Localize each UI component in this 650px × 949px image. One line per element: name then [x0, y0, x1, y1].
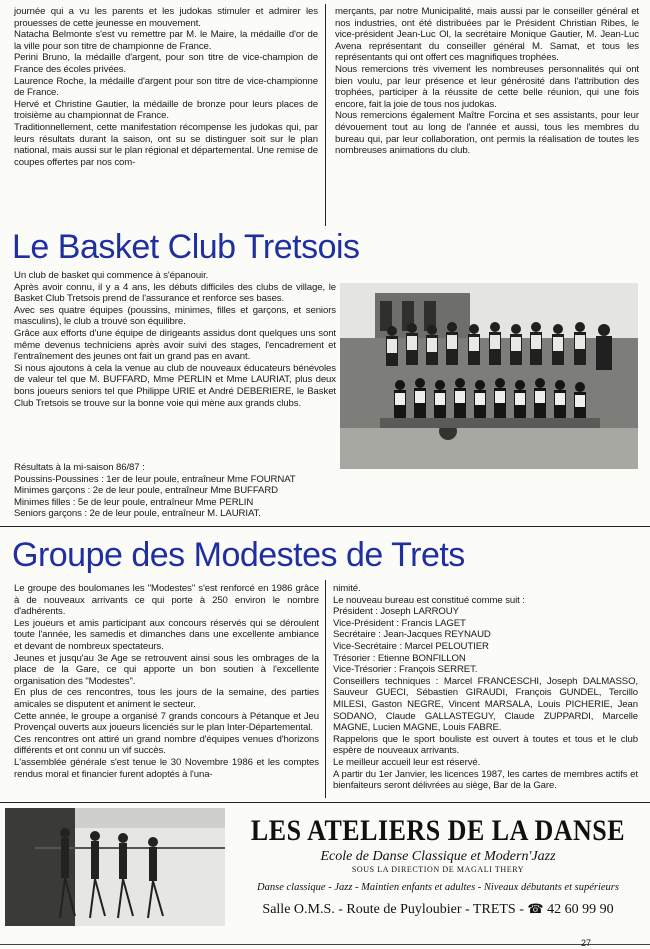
footer-rule — [0, 944, 650, 945]
paragraph: Avec ses quatre équipes (poussins, minimes, filles et garçons, et seniors masculins), le club a trouvé son équilibre. — [14, 304, 336, 328]
ad-direction: SOUS LA DIRECTION DE MAGALI THERY — [351, 865, 525, 874]
modestes-heading: Groupe des Modestes de Trets — [12, 536, 465, 574]
paragraph: Nous remercions également Maître Forcina et ses assistants, pour leur dévouement tout au long de l'année et aussi, tous les membres du bureau qui, par leur collaboration, ont permis la réalisation de toutes les nombreuses animations du club. — [335, 110, 639, 157]
ad-phone: 42 60 99 90 — [547, 902, 614, 917]
paragraph: Grâce aux efforts d'une équipe de dirigeants assidus dont quelques uns sont même devenus techniciens après avoir suivi des stages, l'encadrement et l'entraînement des jeunes ont fait un grand pas en avant. — [14, 327, 336, 363]
telephone-icon: ☎ — [527, 901, 544, 916]
paragraph: Traditionnellement, cette manifestation récompense les judokas qui, par leurs résultats durant la saison, ont su se distinguer soit sur le plan national, mais aussi sur le plan régional et départemental. Une remise de coupes offertes par nos com- — [14, 121, 318, 168]
paragraph: Un club de basket qui commence à s'épanouir. — [14, 270, 209, 281]
paragraph: Le meilleur accueil leur est réservé. — [333, 756, 481, 768]
modestes-article-left — [14, 583, 319, 780]
paragraph: Cette année, le groupe a organisé 7 grands concours à Pétanque et Jeu Provençal ouverts aux joueurs licenciés sur le plan Inter-Départemental. — [14, 710, 319, 734]
modestes-article-right — [333, 583, 638, 792]
ad-courses: Danse classique - Jazz - Maintien enfants et adultes - Niveaux débutants et supérieurs — [257, 882, 619, 893]
paragraph: nimité. — [333, 583, 361, 594]
dance-school-advertisement — [232, 812, 644, 928]
team-photo-drawing — [340, 283, 638, 469]
paragraph: merçants, par notre Municipalité, mais aussi par le conseiller général et nos industries, ont été distribuées par le Président Christian Ribes, le vice-président Jean-Luc Ol, la secrétaire Monique Gautier, M. Jean-Luc Avena représentant du conseiller général M. Samat, et tous les représentants qui ont offert ces magnifiques trophées. — [335, 6, 639, 64]
ad-title: LES ATELIERS DE LA DANSE — [250, 813, 626, 848]
paragraph: Nous remercions très vivement les nombreuses personnalités qui ont bien voulu, par leur présence et leur générosité dans l'attribution des trophées, participer à la réussite de cette belle réunion, qui une fois encore, fait la joie de tous nos judokas. — [335, 63, 639, 110]
board-line: Vice-Secrétaire : Marcel PELOUTIER — [333, 640, 489, 652]
paragraph: journée qui a vu les parents et les judokas stimuler et admirer les prouesses de cette jeunesse en mouvement. — [14, 6, 318, 29]
paragraph: Rappelons que le sport bouliste est ouvert à toutes et tous et le club espère de nouveaux arrivants. — [333, 733, 638, 757]
result-line: Minimes garçons : 2e de leur poule, entraîneur Mme BUFFARD — [14, 485, 279, 497]
paragraph: En plus de ces rencontres, tous les jours de la semaine, des parties amicales se disputent et animent le secteur. — [14, 687, 319, 710]
board-line: Président : Joseph LARROUY — [333, 606, 459, 618]
column-divider — [325, 4, 326, 226]
paragraph: Natacha Belmonte s'est vu remettre par M. le Maire, la médaille d'or de la ville pour son titre de championne de France. — [14, 29, 318, 52]
results-heading: Résultats à la mi-saison 86/87 : — [14, 462, 145, 473]
paragraph: Le nouveau bureau est constitué comme suit : — [333, 594, 525, 606]
board-line: Trésorier : Etienne BONFILLON — [333, 652, 466, 664]
page-number: 27 — [581, 938, 592, 948]
basketball-team-photo — [340, 283, 638, 469]
section-divider — [0, 526, 650, 527]
ad-subtitle: Ecole de Danse Classique et Modern'Jazz — [320, 849, 556, 864]
paragraph: Hervé et Christine Gautier, la médaille de bronze pour leurs places de troisième au championnat de France. — [14, 98, 318, 122]
board-line: Vice-Trésorier : François SERRET. — [333, 664, 478, 676]
paragraph: Jeunes et jusqu'au 3e Age se retrouvent ainsi sous les ombrages de la place de la Gare, ce qui apporte un bon soutien à l'excellente organisation des "Modestes". — [14, 652, 319, 687]
board-line: Secrétaire : Jean-Jacques REYNAUD — [333, 629, 491, 641]
result-line: Minimes filles : 5e de leur poule, entraîneur Mme PERLIN — [14, 496, 254, 508]
basket-article — [14, 270, 336, 409]
ad-address-line — [232, 901, 644, 918]
judo-article-continued-right — [335, 6, 639, 157]
column-divider — [325, 580, 326, 798]
section-divider — [0, 802, 650, 803]
paragraph: Les joueurs et amis participant aux concours réservés qui se déroulent toute l'année, les samedis et dimanches dans une excellente ambiance et devant de nombreux spectateurs. — [14, 617, 319, 652]
basket-heading: Le Basket Club Tretsois — [12, 228, 360, 266]
paragraph: Si nous ajoutons à cela la venue au club de nouveaux éducateurs bénévoles de valeur tel que M. BUFFARD, Mme PERLIN et Mme LAURIAT, plus deux bons joueurs seniors tel que Philippe URIE et André DEBERIERE, le Basket Club Tretsois se trouve sur la bonne voie qui mène aux grands clubs. — [14, 362, 336, 409]
result-line: Seniors garçons : 2e de leur poule, entraîneur M. LAURIAT. — [14, 508, 261, 520]
ad-address: Salle O.M.S. - Route de Puyloubier - TRETS - — [262, 902, 524, 917]
paragraph: A partir du 1er Janvier, les licences 1987, les cartes de membres actifs et bienfaiteurs seront délivrées au siège, Bar de la Gare. — [333, 768, 638, 792]
paragraph: Laurence Roche, la médaille d'argent pour son titre de vice-championne de France. — [14, 75, 318, 99]
paragraph: L'assemblée générale s'est tenue le 30 Novembre 1986 et les comptes rendus moral et financier furent adoptés à l'una- — [14, 756, 319, 780]
basket-results — [14, 462, 336, 520]
paragraph: Perini Bruno, la médaille d'argent, pour son titre de vice-champion de France des écoles privées. — [14, 52, 318, 75]
paragraph: Après avoir connu, il y a 4 ans, les débuts difficiles des clubs de village, le Basket Club Tretsois prend de l'assurance et renforce ses bases. — [14, 281, 336, 305]
dance-class-photo — [5, 808, 225, 926]
judo-article-continued-left — [14, 6, 318, 168]
dance-photo-drawing — [5, 808, 225, 926]
result-line: Poussins-Poussines : 1er de leur poule, entraîneur Mme FOURNAT — [14, 473, 296, 485]
paragraph: Conseillers techniques : Marcel FRANCESCHI, Joseph DALMASSO, Sauveur GUECI, Sébastien GIRAUDI, François GUNDEL, Tercillo MILESI, Gaston NEGRE, Vincent MARSALA, Louis PICHERIE, Jean SODANO, Claude GALLASTEGUY, Claude ZUPPARDI, Marcelle MAGNE, Lucien MAGNE, Louis FABRE. — [333, 675, 638, 734]
board-line: Vice-Président : Francis LAGET — [333, 617, 466, 629]
paragraph: Le groupe des boulomanes les "Modestes" s'est renforcé en 1986 grâce à de nouveaux arrivants ce qui porte à 250 environ le nombre d'adhérents. — [14, 583, 319, 618]
paragraph: Ces rencontres ont attiré un grand nombre d'équipes venues d'horizons différents et ont connu un vif succès. — [14, 733, 319, 757]
